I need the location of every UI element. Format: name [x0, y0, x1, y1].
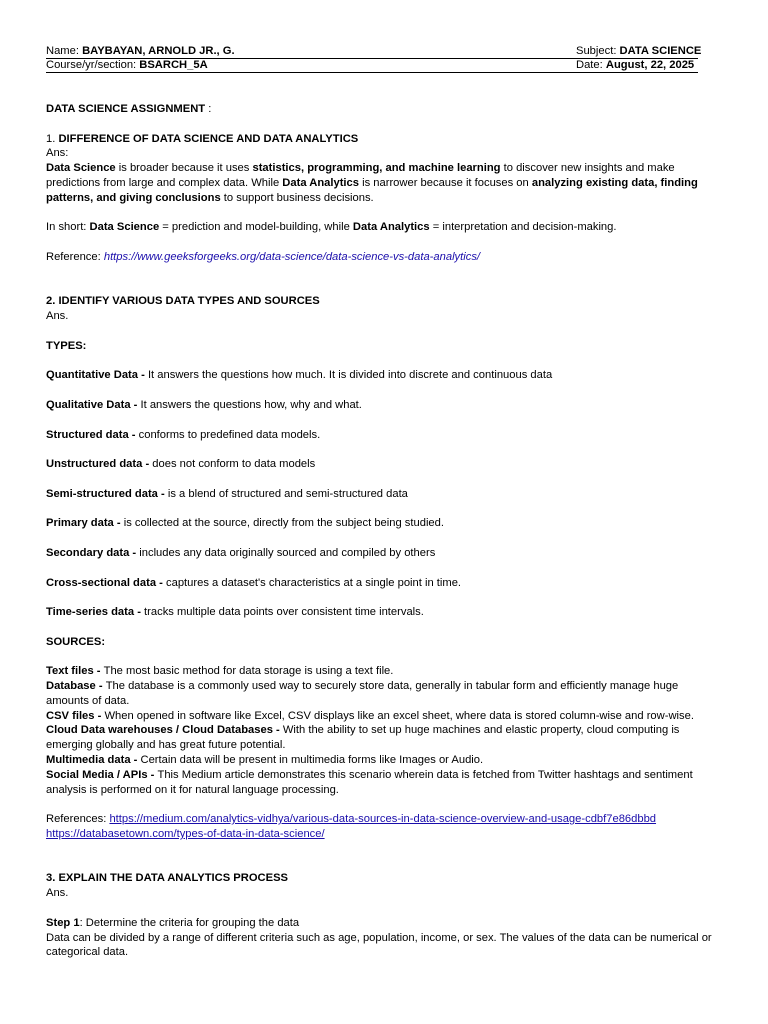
type-item [46, 457, 722, 472]
assignment-title-suffix: : [205, 103, 212, 115]
q1-p1-run: analyzing existing data, finding patterns, and giving conclusions [46, 176, 698, 204]
q2-reference-link-2[interactable]: https://databasetown.com/types-of-data-in-data-science/ [46, 828, 325, 841]
sources-heading [46, 635, 722, 650]
q1-p1-run: Data Analytics [282, 176, 359, 189]
type-item [46, 428, 722, 443]
q3-step1 [46, 916, 722, 931]
header-row-name [46, 44, 702, 59]
q1-p2-run: Data Science [89, 221, 160, 234]
assignment-title-text: DATA SCIENCE ASSIGNMENT [46, 103, 206, 115]
types-heading-text: TYPES: [46, 339, 87, 352]
type-item [46, 546, 722, 561]
source-desc: The database is a commonly used way to securely store data, generally in tabular form and efficiently manage huge amounts of data. [46, 680, 679, 707]
type-item [46, 368, 722, 383]
type-desc: conforms to predefined data models. [138, 428, 321, 441]
subject-value: DATA SCIENCE [619, 45, 702, 57]
q1-p1-run: to discover new insights and make predictions from large and complex data. While [46, 162, 675, 189]
type-term: Qualitative Data - [46, 398, 141, 411]
course-line [46, 58, 208, 73]
date-label: Date: [576, 59, 606, 71]
source-term: Multimedia data - [46, 754, 141, 767]
type-item [46, 487, 722, 502]
types-list [46, 368, 722, 634]
source-item [46, 723, 722, 753]
q1-heading [46, 132, 722, 147]
type-term: Quantitative Data - [46, 369, 148, 382]
source-item [46, 753, 722, 768]
q1-p1-run: Data Science [46, 162, 116, 175]
subject-line [576, 44, 701, 59]
type-desc: does not conform to data models [152, 458, 316, 471]
q2-ans-label: Ans. [46, 310, 69, 323]
type-term: Primary data - [46, 517, 124, 530]
source-term: CSV files - [46, 709, 105, 722]
q1-p2-run: = interpretation and decision-making. [429, 221, 617, 234]
source-item [46, 679, 722, 709]
q1-reference [46, 250, 722, 265]
q1-heading-text: DIFFERENCE OF DATA SCIENCE AND DATA ANALYTICS [58, 132, 359, 145]
type-desc: tracks multiple data points over consistent time intervals. [144, 606, 424, 619]
type-term: Structured data - [46, 428, 139, 441]
q3-heading-text: 3. EXPLAIN THE DATA ANALYTICS PROCESS [46, 872, 289, 885]
course-label: Course/yr/section: [46, 59, 140, 71]
q1-paragraph-2 [46, 220, 722, 235]
q1-p2-run: In short: [46, 221, 90, 234]
q2-references [46, 812, 722, 827]
types-heading [46, 339, 722, 354]
q1-p1-run: is narrower because it focuses on [358, 176, 532, 189]
q2-reference-link-1[interactable]: https://medium.com/analytics-vidhya/various-data-sources-in-data-science-overview-and-usage-cdbf7e86dbbd [109, 813, 657, 826]
q3-step1-desc: Data can be divided by a range of different criteria such as age, population, income, or sex. The values of the data can be numerical or categorical data. [46, 931, 712, 959]
type-desc: captures a dataset's characteristics at a single point in time. [166, 576, 462, 589]
q3-ans-label: Ans. [46, 887, 69, 900]
q3-step1-title: : Determine the criteria for grouping the data [79, 916, 300, 929]
q2-heading-text: 2. IDENTIFY VARIOUS DATA TYPES AND SOURCES [46, 295, 320, 308]
date-line [576, 58, 694, 73]
q1-reference-label: Reference: [46, 250, 104, 263]
q1-paragraph-1 [46, 161, 722, 205]
type-term: Secondary data - [46, 546, 140, 559]
type-item [46, 516, 722, 531]
type-desc: is collected at the source, directly from the subject being studied. [123, 517, 444, 530]
source-desc: When opened in software like Excel, CSV displays like an excel sheet, where data is stored column-wise and row-wise. [104, 709, 694, 722]
type-desc: is a blend of structured and semi-structured data [167, 487, 408, 500]
q3-heading [46, 871, 722, 886]
source-desc: The most basic method for data storage is using a text file. [103, 665, 394, 678]
date-value: August, 22, 2025 [605, 59, 695, 71]
source-item [46, 664, 722, 679]
subject-label: Subject: [576, 45, 620, 57]
type-desc: It answers the questions how much. It is divided into discrete and continuous data [147, 369, 553, 382]
source-term: Social Media / APIs - [46, 768, 158, 781]
q2-heading [46, 294, 722, 309]
header-row-course [46, 58, 698, 73]
type-term: Unstructured data - [46, 458, 153, 471]
source-term: Database - [46, 680, 106, 693]
source-term: Text files - [46, 665, 104, 678]
q1-number: 1. [46, 132, 59, 145]
type-item [46, 605, 722, 620]
q1-ans-label: Ans: [46, 147, 69, 160]
type-term: Time-series data - [46, 606, 145, 619]
name-label: Name: [46, 45, 83, 57]
document-body [46, 102, 722, 960]
q2-reference-2 [46, 827, 722, 842]
q1-p2-run: = prediction and model-building, while [159, 221, 353, 234]
source-term: Cloud Data warehouses / Cloud Databases - [46, 724, 283, 737]
type-item [46, 576, 722, 591]
name-value: BAYBAYAN, ARNOLD JR., G. [82, 45, 235, 57]
type-desc: includes any data originally sourced and compiled by others [139, 546, 436, 559]
name-line [46, 44, 235, 59]
type-item [46, 398, 722, 413]
assignment-title [46, 102, 722, 117]
q1-p1-run: statistics, programming, and machine learning [252, 162, 501, 175]
q1-p1-run: to support business decisions. [220, 191, 374, 204]
q1-p1-run: is broader because it uses [115, 162, 253, 175]
source-desc: With the ability to set up huge machines and elastic property, cloud computing is emerging globally and has great future potential. [46, 724, 680, 752]
q3-step1-label: Step 1 [46, 916, 80, 929]
source-desc: Certain data will be present in multimedia forms like Images or Audio. [140, 754, 484, 767]
course-value: BSARCH_5A [139, 59, 208, 71]
q2-references-label: References: [46, 813, 110, 826]
source-desc: This Medium article demonstrates this scenario wherein data is fetched from Twitter hashtags and sentiment analysis is performed on it for natural language processing. [46, 768, 693, 796]
sources-list [46, 664, 722, 797]
type-term: Semi-structured data - [46, 487, 168, 500]
source-item [46, 768, 722, 798]
source-item [46, 709, 722, 724]
q1-reference-link[interactable]: https://www.geeksforgeeks.org/data-science/data-science-vs-data-analytics/ [103, 250, 481, 263]
type-desc: It answers the questions how, why and what. [140, 398, 362, 411]
sources-heading-text: SOURCES: [46, 635, 106, 648]
q1-p2-run: Data Analytics [352, 221, 430, 234]
type-term: Cross-sectional data - [46, 576, 166, 589]
